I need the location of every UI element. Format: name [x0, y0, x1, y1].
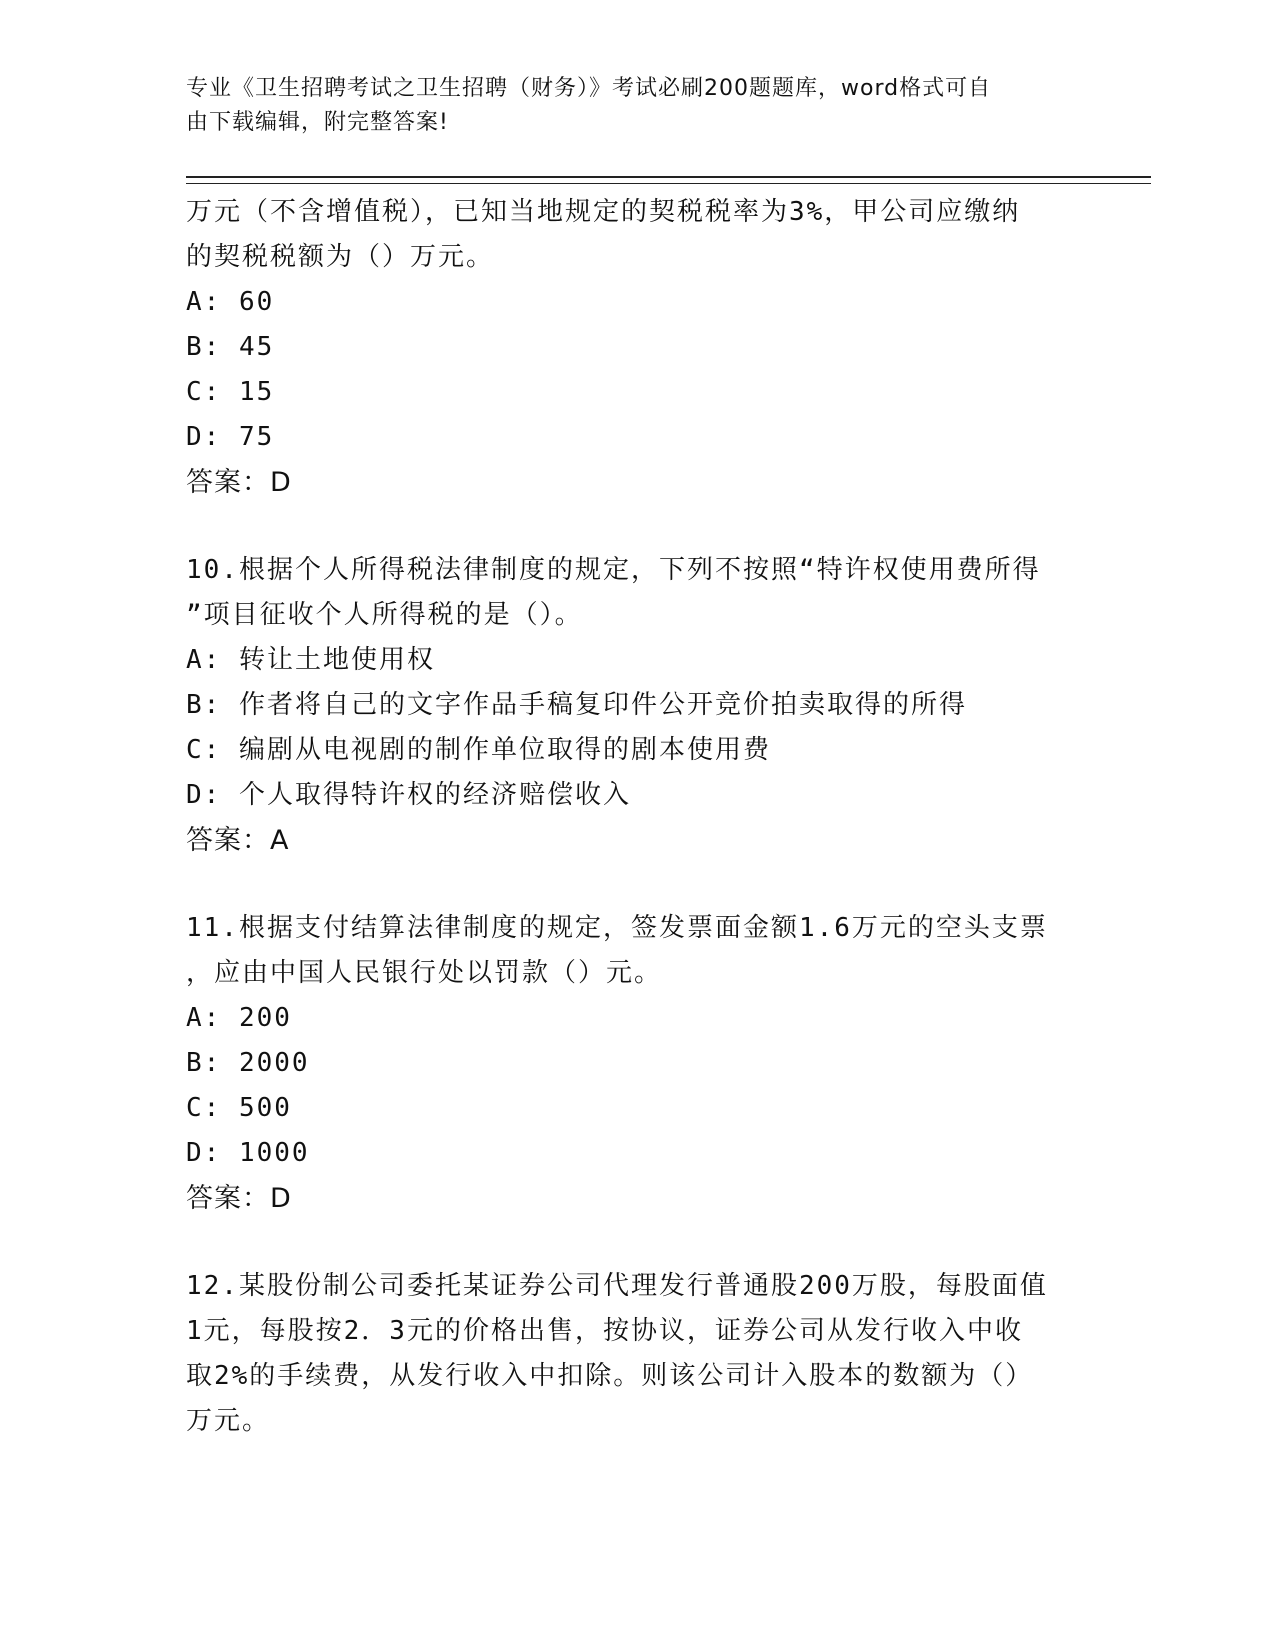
question-11-option-b: B: 2000	[186, 1048, 310, 1078]
question-12-text-line-1: 12.某股份制公司委托某证券公司代理发行普通股200万股，每股面值	[186, 1271, 1048, 1301]
question-12-text-line-4: 万元。	[186, 1406, 271, 1436]
question-10-option-b: B: 作者将自己的文字作品手稿复印件公开竞价拍卖取得的所得	[186, 690, 967, 720]
question-9-option-b: B: 45	[186, 332, 275, 362]
question-10	[186, 548, 1086, 863]
question-spacer	[186, 863, 1086, 906]
question-10-option-c: C: 编剧从电视剧的制作单位取得的剧本使用费	[186, 735, 771, 765]
question-11-text-line-1: 11.根据支付结算法律制度的规定，签发票面金额1.6万元的空头支票	[186, 913, 1048, 943]
question-9-option-d: D: 75	[186, 422, 275, 452]
question-11-option-a: A: 200	[186, 1003, 292, 1033]
question-list	[186, 190, 1086, 1444]
question-9-text-line-1: 万元（不含增值税），已知当地规定的契税税率为3%，甲公司应缴纳	[186, 197, 1021, 227]
question-9	[186, 190, 1086, 505]
question-spacer	[186, 505, 1086, 548]
header-line-1: 专业《卫生招聘考试之卫生招聘（财务）》考试必刷200题题库，word格式可自	[186, 76, 992, 101]
question-11-option-d: D: 1000	[186, 1138, 310, 1168]
question-9-option-a: A: 60	[186, 287, 275, 317]
page-header	[186, 72, 1066, 140]
question-10-text-line-1: 10.根据个人所得税法律制度的规定，下列不按照“特许权使用费所得	[186, 555, 1041, 585]
question-11-answer: 答案：D	[186, 1183, 292, 1214]
question-11-option-c: C: 500	[186, 1093, 292, 1123]
question-12-text-line-3: 取2%的手续费，从发行收入中扣除。则该公司计入股本的数额为（）	[186, 1361, 1034, 1391]
question-9-answer: 答案：D	[186, 467, 292, 498]
question-10-text-line-2: ”项目征收个人所得税的是（）。	[186, 600, 583, 630]
question-spacer	[186, 1221, 1086, 1264]
header-divider-thick	[186, 176, 1151, 178]
question-11	[186, 906, 1086, 1221]
question-12	[186, 1264, 1086, 1444]
question-10-answer: 答案：A	[186, 825, 290, 856]
question-12-text-line-2: 1元，每股按2．3元的价格出售，按协议，证券公司从发行收入中收	[186, 1316, 1023, 1346]
question-9-option-c: C: 15	[186, 377, 275, 407]
question-11-text-line-2: ，应由中国人民银行处以罚款（）元。	[186, 958, 663, 988]
question-9-text-line-2: 的契税税额为（）万元。	[186, 242, 495, 272]
question-10-option-d: D: 个人取得特许权的经济赔偿收入	[186, 780, 631, 810]
question-10-option-a: A: 转让土地使用权	[186, 645, 435, 675]
header-divider-thin	[186, 183, 1151, 184]
header-line-2: 由下载编辑，附完整答案!	[186, 110, 449, 135]
